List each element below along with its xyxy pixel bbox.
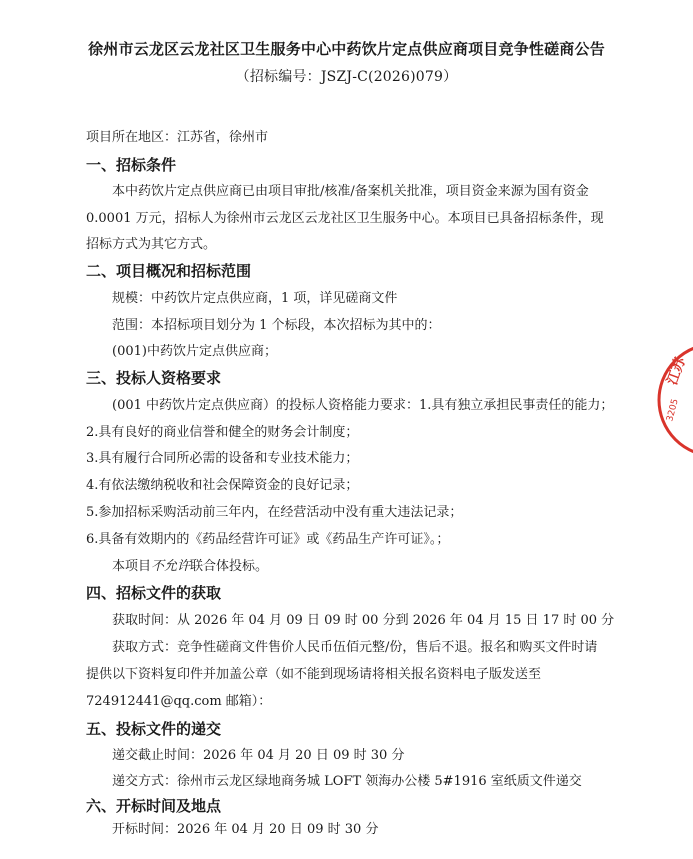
section-heading-3: 三、投标人资格要求: [86, 369, 222, 387]
section-3-line-1: (001 中药饮片定点供应商）的投标人资格能力要求：1.具有独立承担民事责任的能力；: [112, 398, 614, 413]
section-heading-4: 四、招标文件的获取: [86, 584, 222, 602]
project-location: 项目所在地区：江苏省，徐州市: [86, 130, 269, 145]
section-4-line-2: 获取方式：竞争性磋商文件售价人民币伍佰元整/份，售后不退。报名和购买文件时请: [112, 640, 598, 655]
section-2-line-1: 规模：中药饮片定点供应商，1 项，详见磋商文件: [112, 291, 398, 306]
section-3-line-5: 5.参加招标采购活动前三年内，在经营活动中没有重大违法记录；: [86, 505, 463, 520]
section-2-line-3: (001)中药饮片定点供应商；: [112, 344, 277, 359]
section-3-line-2: 2.具有良好的商业信誉和健全的财务会计制度；: [86, 425, 359, 440]
consortium-status: 不允许: [151, 559, 191, 574]
section-heading-6: 六、开标时间及地点: [86, 797, 222, 815]
consortium-suffix: 联合体投标。: [190, 559, 269, 574]
consortium-note: [112, 559, 268, 575]
official-seal-stamp: [655, 340, 693, 460]
svg-text:3205: 3205: [665, 397, 681, 423]
section-2-line-2: 范围：本招标项目划分为 1 个标段，本次招标为其中的：: [112, 318, 441, 333]
document-title: 徐州市云龙区云龙社区卫生服务中心中药饮片定点供应商项目竞争性磋商公告: [88, 40, 605, 58]
section-6-line-1: 开标时间：2026 年 04 月 20 日 09 时 30 分: [112, 822, 379, 837]
section-4-line-3: 提供以下资料复印件并加盖公章（如不能到现场请将相关报名资料电子版发送至: [86, 667, 542, 682]
section-1-line-1: 本中药饮片定点供应商已由项目审批/核准/备案机关批准，项目资金来源为国有资金: [112, 184, 589, 199]
section-5-line-1: 递交截止时间：2026 年 04 月 20 日 09 时 30 分: [112, 748, 405, 763]
section-1-line-2: 0.0001 万元，招标人为徐州市云龙区云龙社区卫生服务中心。本项目已具备招标条件，现: [86, 211, 604, 226]
consortium-prefix: 本项目: [112, 559, 152, 574]
section-5-line-2: 递交方式：徐州市云龙区绿地商务城 LOFT 领海办公楼 5#1916 室纸质文件递交: [112, 774, 582, 789]
tender-number: （招标编号：JSZJ-C(2026)079）: [235, 69, 458, 85]
section-4-line-1: 获取时间：从 2026 年 04 月 09 日 09 时 00 分到 2026 年 04 月 15 日 17 时 00 分: [112, 613, 615, 628]
section-3-line-6: 6.具备有效期内的《药品经营许可证》或《药品生产许可证》。；: [86, 532, 450, 547]
section-4-line-4: 724912441@qq.com 邮箱）：: [86, 694, 272, 709]
section-3-line-3: 3.具有履行合同所必需的设备和专业技术能力；: [86, 451, 359, 466]
section-heading-2: 二、项目概况和招标范围: [86, 262, 252, 280]
svg-text:江苏: 江苏: [664, 355, 689, 388]
section-heading-1: 一、招标条件: [86, 156, 177, 174]
section-1-line-3: 招标方式为其它方式。: [86, 237, 217, 252]
section-3-line-4: 4.有依法缴纳税收和社会保障资金的良好记录；: [86, 478, 359, 493]
section-heading-5: 五、投标文件的递交: [86, 720, 222, 738]
